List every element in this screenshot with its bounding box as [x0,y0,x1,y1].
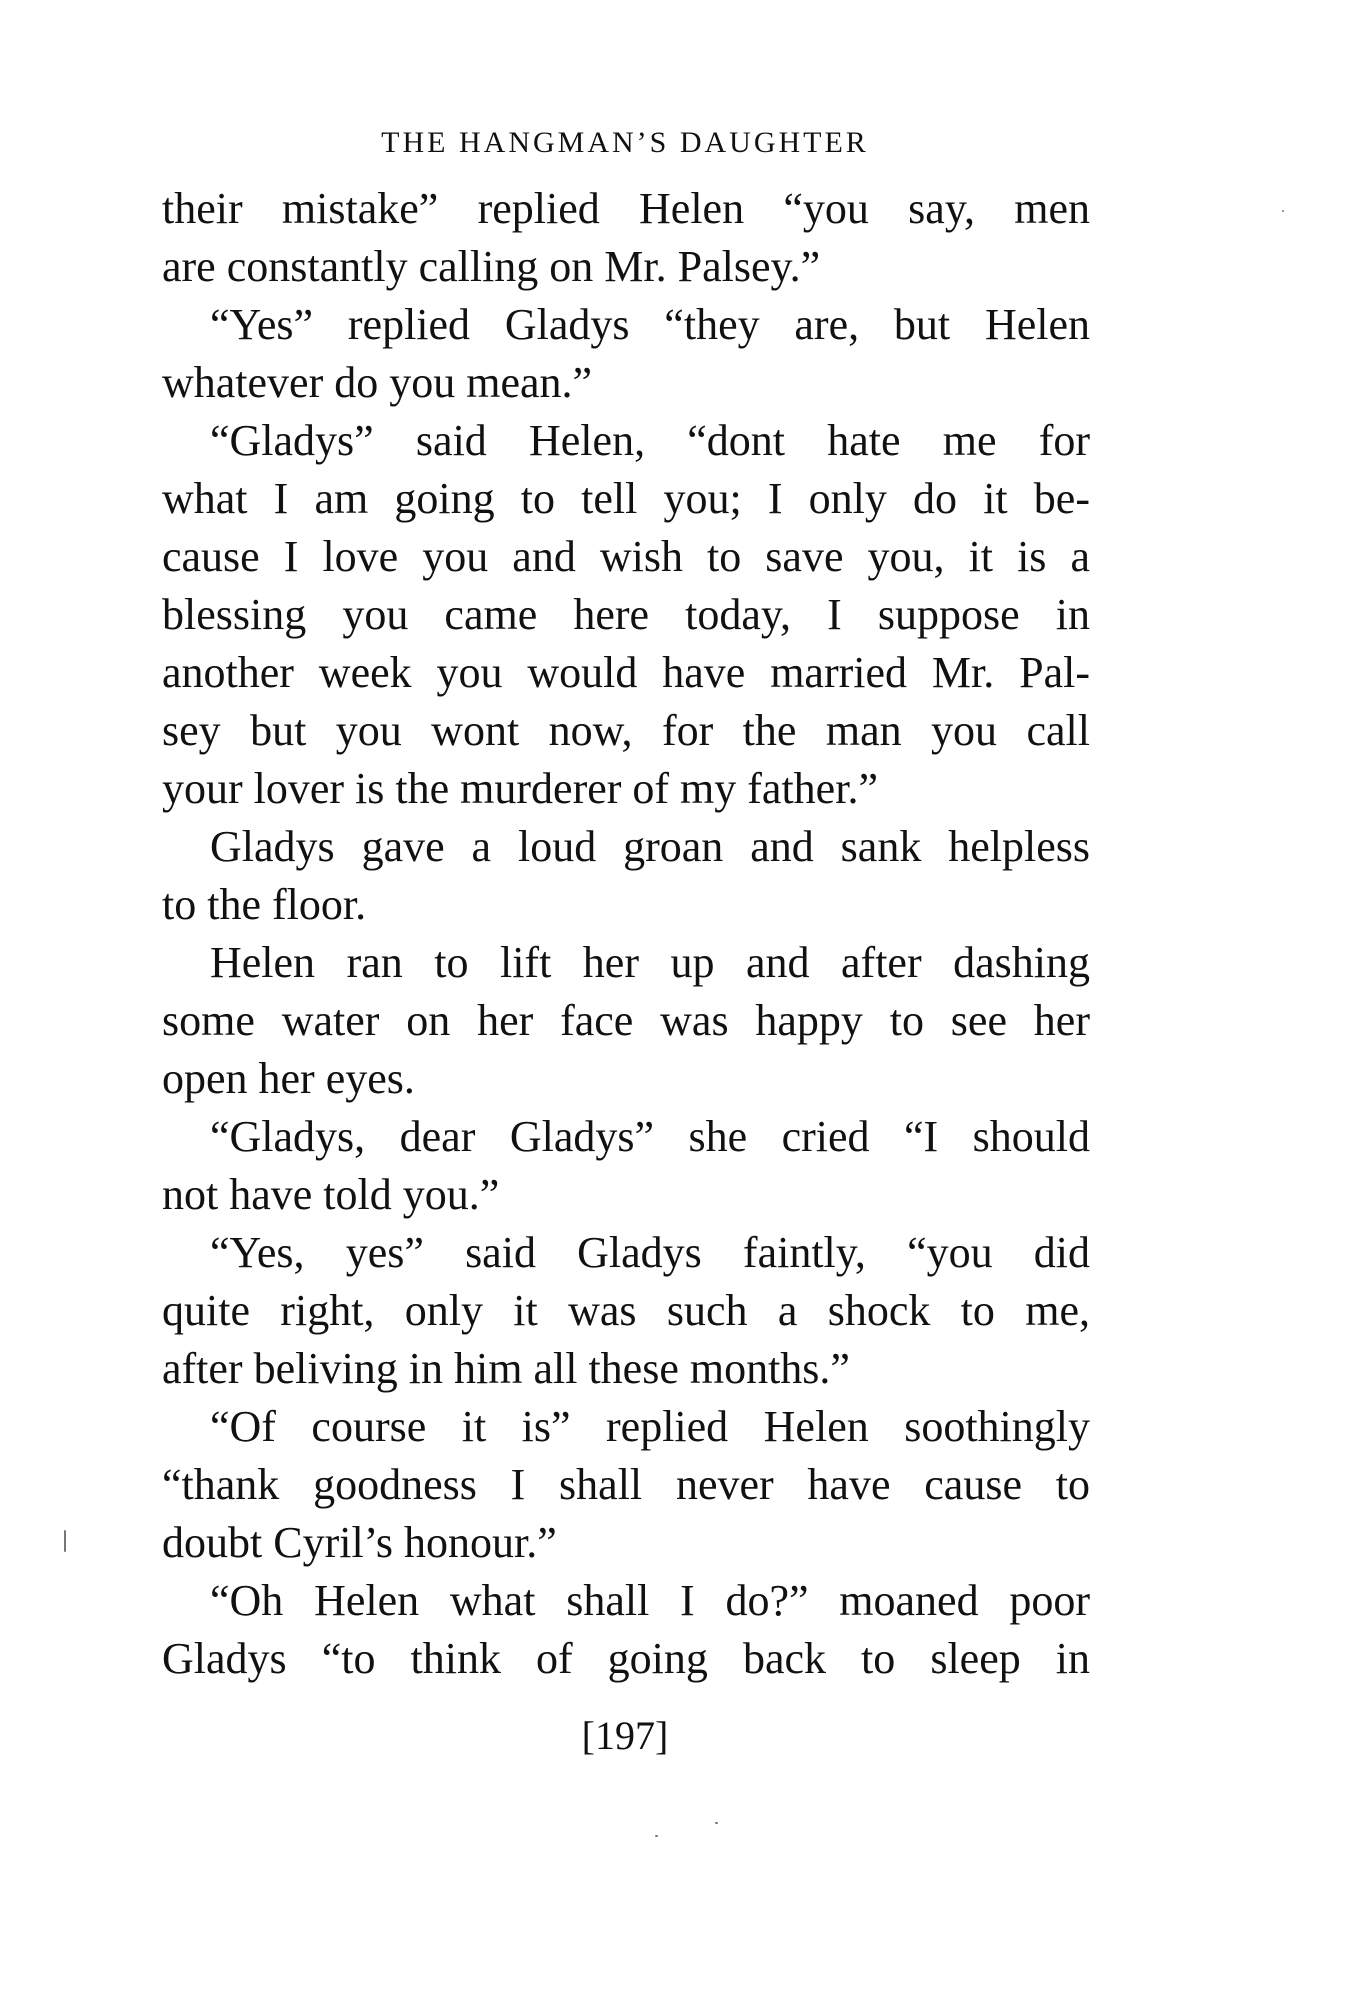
text-line: Gladys gave a loud groan and sank helpless [210,822,1090,871]
running-head: THE HANGMAN’S DAUGHTER [381,126,869,159]
text-line: “Oh Helen what shall I do?” moaned poor [210,1576,1090,1625]
text-line: what I am going to tell you; I only do it be- [162,474,1090,523]
scan-speck [64,1530,66,1552]
text-line: cause I love you and wish to save you, it is a [162,532,1090,581]
text-line: not have told you.” [162,1170,500,1219]
scan-speck [1282,210,1284,212]
text-line: whatever do you mean.” [162,358,593,407]
text-line: doubt Cyril’s honour.” [162,1518,557,1567]
text-line: sey but you wont now, for the man you call [162,706,1090,755]
text-line: their mistake” replied Helen “you say, men [162,184,1090,233]
text-line: “Yes” replied Gladys “they are, but Helen [210,300,1090,349]
text-line: Helen ran to lift her up and after dashing [210,938,1090,987]
body-text [162,180,1090,1688]
text-line: “Yes, yes” said Gladys faintly, “you did [210,1228,1090,1277]
text-line: “Gladys, dear Gladys” she cried “I should [210,1112,1090,1161]
scan-speck [715,1822,718,1824]
text-line: quite right, only it was such a shock to me, [162,1286,1090,1335]
text-line: to the floor. [162,880,367,929]
text-line: “Of course it is” replied Helen soothingly [210,1402,1090,1451]
scan-speck [655,1835,658,1837]
text-line: some water on her face was happy to see her [162,996,1090,1045]
text-line: another week you would have married Mr. Pal- [162,648,1090,697]
text-line: open her eyes. [162,1054,415,1103]
text-line: are constantly calling on Mr. Palsey.” [162,242,821,291]
text-line: “Gladys” said Helen, “dont hate me for [210,416,1090,465]
text-line: blessing you came here today, I suppose in [162,590,1090,639]
page-number: [197] [581,1713,669,1758]
text-line: after beliving in him all these months.” [162,1344,850,1393]
text-line: your lover is the murderer of my father.” [162,764,878,813]
text-line: “thank goodness I shall never have cause to [162,1460,1090,1509]
text-line: Gladys “to think of going back to sleep in [162,1634,1090,1683]
